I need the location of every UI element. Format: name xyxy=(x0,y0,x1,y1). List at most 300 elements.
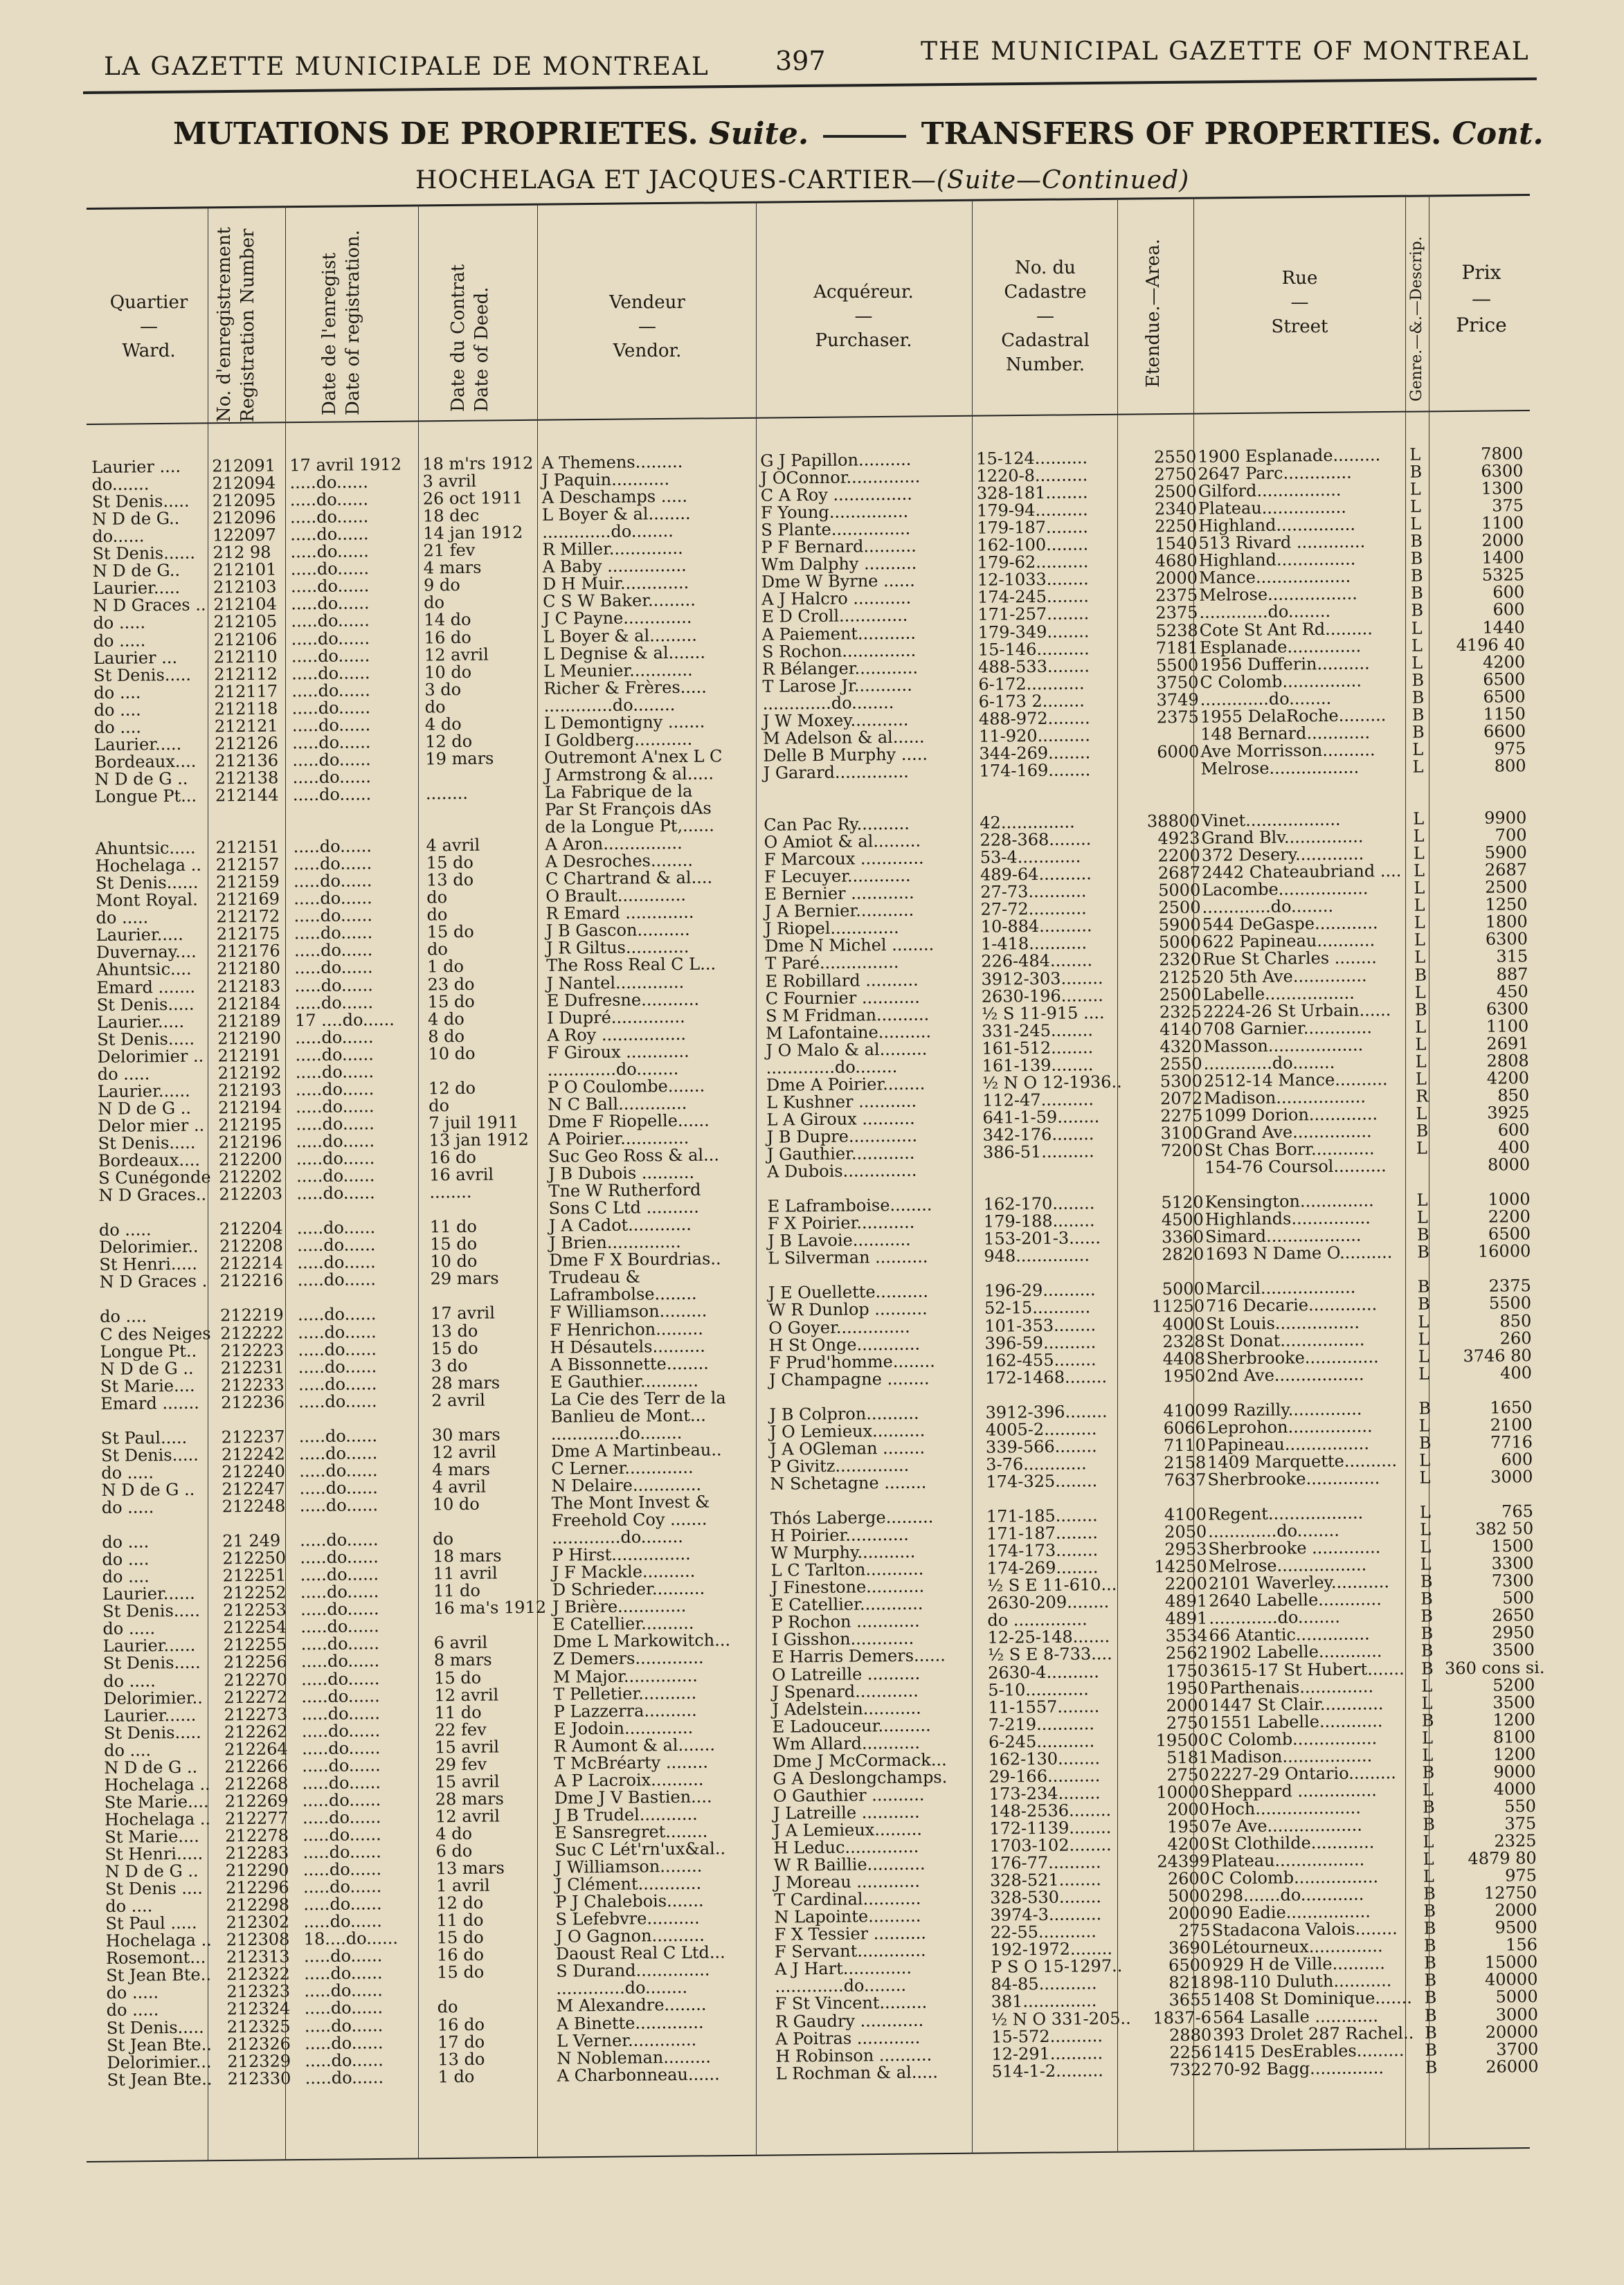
cell-rue: 393 Drolet 287 Rachel.. xyxy=(1213,2023,1414,2045)
cell-pri: 2100 xyxy=(1490,1414,1533,1435)
cell-gen: B xyxy=(1417,1294,1430,1315)
cell-gen: B xyxy=(1421,1710,1434,1731)
cell-dco: 17 avril xyxy=(430,1303,496,1324)
cell-acq: M Adelson & al...... xyxy=(763,727,925,748)
cell-gen: B xyxy=(1423,1935,1436,1956)
cell-den: .....do...... xyxy=(289,507,369,527)
cell-acq: Dme N Michel ........ xyxy=(764,934,935,957)
cell-dco: 8 do xyxy=(428,1026,465,1047)
cell-ward: do ..... xyxy=(97,1064,150,1084)
cell-acq: F X Tessier .......... xyxy=(774,1923,927,1944)
cell-den: .....do...... xyxy=(293,854,372,874)
cell-rue: 1415 DesErables......... xyxy=(1213,2040,1405,2062)
cell-ven: P J Chalebois....... xyxy=(555,1890,704,1912)
cell-ven: Tne W Rutherford xyxy=(548,1180,701,1201)
cell-gen: L xyxy=(1418,1364,1430,1384)
cell-gen: B xyxy=(1423,1901,1436,1921)
cell-ward: Hochelaga .. xyxy=(95,855,202,876)
cell-dco: 18 dec xyxy=(422,505,480,526)
cell-ext: 5000 xyxy=(1168,1886,1211,1906)
cell-rue: Esplanade.............. xyxy=(1199,636,1362,658)
cell-gen: L xyxy=(1419,1467,1431,1488)
cell-ext: 11250 xyxy=(1151,1297,1205,1317)
cell-pri: 2691 xyxy=(1486,1033,1529,1054)
cell-dco: 15 avril xyxy=(435,1771,500,1792)
col-header-reg-en: Registration Number xyxy=(237,228,258,422)
cell-den: .....do...... xyxy=(300,1564,379,1585)
cell-dco: do xyxy=(424,593,445,613)
cell-acq: M Lafontaine.......... xyxy=(766,1022,932,1043)
cell-pri: 975 xyxy=(1494,739,1526,759)
cell-ext: 2050 xyxy=(1164,1521,1207,1542)
cell-ven: T McBréarty ........ xyxy=(554,1752,709,1773)
cell-ven: J B Trudel........... xyxy=(554,1804,698,1825)
cell-ven: .............do........ xyxy=(543,694,676,716)
cell-cad: 948.............. xyxy=(984,1245,1090,1267)
cell-pri: 2650 xyxy=(1492,1605,1535,1626)
cell-den: .....do...... xyxy=(295,1061,375,1083)
cell-acq: J A OGleman ........ xyxy=(769,1438,926,1459)
cell-ward: Delorimier .. xyxy=(97,1046,204,1067)
cell-gen: B xyxy=(1422,1762,1435,1782)
cell-gen: B xyxy=(1411,601,1424,621)
cell-dco: 4 do xyxy=(435,1823,473,1844)
cell-den: .....do...... xyxy=(296,1148,375,1169)
cell-ven: I Dupré.............. xyxy=(546,1006,685,1028)
cell-dco: 6 do xyxy=(435,1841,473,1861)
cell-reg: 212308 xyxy=(226,1929,290,1950)
cell-den: .....do...... xyxy=(304,1963,383,1984)
cell-reg: 212266 xyxy=(224,1756,289,1777)
cell-dco: 3 do xyxy=(424,679,462,700)
cell-ven: J B Dubois .......... xyxy=(548,1162,695,1184)
cell-pri: 5000 xyxy=(1495,1987,1538,2007)
cell-cad: 514-1-2......... xyxy=(991,2060,1104,2081)
cell-acq: I Gisshon............ xyxy=(771,1629,914,1650)
cell-ext: 2500 xyxy=(1159,984,1202,1004)
cell-acq: F Prud'homme........ xyxy=(768,1351,935,1373)
cell-cad: ½ S 11-915 .... xyxy=(981,1002,1105,1024)
cell-reg: 212302 xyxy=(226,1912,290,1933)
cell-ward: Hochelaga .. xyxy=(105,1930,212,1951)
cell-gen: L xyxy=(1413,860,1425,880)
cell-reg: 212118 xyxy=(214,698,278,719)
cell-pri: 3500 xyxy=(1492,1692,1535,1713)
cell-ven: A Baby ............... xyxy=(542,556,687,577)
cell-reg: 212283 xyxy=(225,1843,289,1863)
cell-acq: .............do........ xyxy=(775,1976,907,1997)
cell-pri: 6500 xyxy=(1483,686,1526,707)
cell-pri: 2375 xyxy=(1488,1276,1531,1297)
cell-reg: 21 249 xyxy=(222,1530,281,1551)
cell-cad: 339-566........ xyxy=(985,1436,1097,1457)
col-header-dco-en: Date of Deed. xyxy=(471,287,492,412)
cell-ext: 7637 xyxy=(1164,1470,1207,1490)
cell-cad: 27-72........... xyxy=(980,898,1087,920)
cell-rue: .............do........ xyxy=(1200,688,1332,710)
col-header-rue-en: Street xyxy=(1271,316,1328,338)
cell-gen: B xyxy=(1411,670,1425,690)
cell-rue: 544 DeGaspe............ xyxy=(1202,913,1378,935)
cell-gen: B xyxy=(1411,687,1425,707)
cell-dco: ........ xyxy=(429,1182,472,1202)
cell-ext: 5300 xyxy=(1160,1071,1203,1092)
cell-den: .....do...... xyxy=(293,836,372,857)
cell-ext: 2375 xyxy=(1155,603,1198,623)
cell-ward: St Denis..... xyxy=(97,1029,195,1049)
cell-cad: 53-4............ xyxy=(980,847,1081,867)
cell-ext: 2750 xyxy=(1166,1764,1209,1785)
cell-acq: S Plante............... xyxy=(761,518,911,540)
cell-dco: 10 do xyxy=(432,1494,480,1515)
cell-ext: 2500 xyxy=(1154,481,1197,502)
cell-den: .....do...... xyxy=(296,1218,376,1238)
cell-gen: B xyxy=(1409,462,1423,482)
cell-pri: 6500 xyxy=(1483,669,1526,689)
cell-dco: 11 do xyxy=(429,1216,478,1237)
cell-cad: 42.............. xyxy=(980,812,1075,833)
cell-den: .....do...... xyxy=(303,1825,381,1845)
cell-ext: 5238 xyxy=(1155,620,1198,640)
cell-ext: 2340 xyxy=(1154,498,1198,519)
cell-pri: 4200 xyxy=(1482,651,1526,672)
cell-reg: 212103 xyxy=(213,577,277,597)
cell-ven: Richer & Frères..... xyxy=(543,677,707,698)
cell-pri: 1300 xyxy=(1481,478,1524,498)
cell-ven: de la Longue Pt,...... xyxy=(545,815,714,837)
cell-gen: L xyxy=(1419,1450,1431,1470)
cell-rue: Melrose................. xyxy=(1199,584,1357,606)
col-header-cad: No. du Cadastre — Cadastral Number. xyxy=(976,256,1115,377)
cell-den: .....do...... xyxy=(300,1582,379,1602)
cell-dco: 15 do xyxy=(430,1234,478,1254)
cell-pri: 700 xyxy=(1495,825,1527,845)
cell-ward: St Denis..... xyxy=(103,1722,201,1743)
cell-ven: M Alexandre........ xyxy=(556,1995,707,2016)
cell-reg: 212105 xyxy=(213,611,278,632)
cell-ward: Emard ....... xyxy=(96,977,196,997)
cell-ext: 4891 xyxy=(1165,1609,1208,1629)
cell-dco: do xyxy=(433,1529,454,1549)
cell-ext: 2125 xyxy=(1159,967,1202,987)
cell-ven: E Catellier.......... xyxy=(552,1614,694,1635)
cell-cad: 179-94.......... xyxy=(976,500,1088,521)
cell-dco: 17 do xyxy=(437,2032,485,2052)
cell-ven: The Mont Invest & xyxy=(551,1492,710,1513)
cell-ven: C Chartrand & al.... xyxy=(545,867,713,889)
cell-reg: 212176 xyxy=(216,941,280,961)
cell-den: .....do...... xyxy=(293,871,372,892)
cell-ward: Hochelaga .. xyxy=(104,1809,211,1830)
cell-ext: 2000 xyxy=(1155,568,1198,588)
cell-den: .....do...... xyxy=(303,1859,382,1880)
cell-dco: 22 fev xyxy=(434,1719,487,1740)
cell-dco: 12 do xyxy=(425,731,473,752)
cell-cad: 328-521........ xyxy=(989,1870,1101,1890)
cell-cad: 228-368........ xyxy=(980,829,1092,850)
cell-cad: 3912-396........ xyxy=(985,1401,1108,1423)
cell-ext: 3360 xyxy=(1161,1227,1205,1247)
cell-acq: J B Lavoie........... xyxy=(767,1230,911,1251)
cell-ven: Outremont A'nex L C xyxy=(544,746,723,768)
cell-acq: Delle B Murphy ..... xyxy=(763,744,928,766)
cell-ven: I Goldberg........... xyxy=(544,729,693,750)
cell-den: .....do...... xyxy=(289,489,369,510)
cell-ext: 2550 xyxy=(1160,1054,1202,1074)
cell-pri: 4196 40 xyxy=(1456,634,1526,655)
cell-pri: 9500 xyxy=(1495,1917,1537,1938)
cell-reg: 212193 xyxy=(217,1080,282,1101)
cell-pri: 7300 xyxy=(1491,1571,1535,1591)
cell-rue: C Colomb................ xyxy=(1209,1728,1378,1750)
cell-acq: P Rochon ............ xyxy=(771,1611,920,1633)
cell-pri: 7716 xyxy=(1490,1432,1533,1452)
cell-dco: do xyxy=(428,1096,450,1116)
cell-cad: 171-187........ xyxy=(986,1523,1099,1544)
cell-dco: 13 do xyxy=(437,2049,485,2069)
cell-gen: L xyxy=(1423,1866,1435,1886)
cell-den: .....do...... xyxy=(303,1946,383,1967)
cell-gen: L xyxy=(1413,809,1425,829)
cell-ven: R Emard ............. xyxy=(545,903,694,924)
cell-dco: 4 avril xyxy=(426,835,480,856)
cell-rue: .............do........ xyxy=(1208,1520,1339,1542)
cell-cad: 173-234........ xyxy=(989,1783,1101,1804)
cell-ext: 2600 xyxy=(1167,1868,1211,1889)
cell-cad: 162-130........ xyxy=(989,1748,1101,1769)
cell-pri: 156 xyxy=(1505,1935,1538,1955)
cell-gen: B xyxy=(1423,1814,1436,1834)
cell-acq: J Latreille ........... xyxy=(773,1802,920,1823)
cell-gen: B xyxy=(1422,1797,1435,1817)
cell-gen: L xyxy=(1418,1346,1429,1366)
cell-acq: E Catellier............ xyxy=(771,1593,923,1616)
cell-dco: 15 do xyxy=(427,991,475,1011)
cell-ven: J C Payne............. xyxy=(543,608,692,629)
cell-cad: 162-100........ xyxy=(977,534,1089,556)
cell-ward: Delorimier.. xyxy=(99,1236,199,1258)
cell-rue: .............do........ xyxy=(1199,602,1331,623)
cell-den: .....do...... xyxy=(292,767,372,788)
col-header-ven-en: Vendor. xyxy=(613,341,682,362)
cell-ven: J F Mackle.......... xyxy=(552,1561,696,1582)
cell-den: 17 avril 1912 xyxy=(289,454,402,476)
cell-den: .....do...... xyxy=(291,680,370,701)
cell-den: .....do...... xyxy=(298,1425,378,1447)
cell-den: .....do...... xyxy=(301,1737,381,1758)
cell-reg: 212216 xyxy=(219,1270,284,1291)
cell-dco: 16 do xyxy=(428,1147,477,1168)
cell-rue: 2442 Chateaubriand .... xyxy=(1201,861,1402,883)
cell-ext: 2750 xyxy=(1166,1713,1209,1733)
cell-gen: B xyxy=(1410,548,1423,569)
cell-reg: 212112 xyxy=(214,664,278,684)
cell-den: .....do...... xyxy=(298,1321,377,1342)
title-en-cont: Cont. xyxy=(1452,116,1544,152)
cell-reg: 212126 xyxy=(215,733,278,754)
cell-reg: 212269 xyxy=(224,1791,289,1812)
cell-ext: 6000 xyxy=(1157,741,1200,762)
cell-pri: 1100 xyxy=(1481,513,1524,533)
cell-den: .....do...... xyxy=(291,611,370,631)
cell-ext: 4100 xyxy=(1163,1400,1206,1421)
cell-rue: 372 Desery............. xyxy=(1201,844,1364,865)
cell-ven: J Brien.............. xyxy=(548,1232,681,1254)
cell-cad: 174-325........ xyxy=(986,1471,1098,1492)
cell-ext: 2200 xyxy=(1157,845,1200,866)
cell-den: .....do...... xyxy=(298,1339,377,1360)
cell-gen: B xyxy=(1420,1606,1434,1627)
cell-den: .....do...... xyxy=(302,1789,381,1811)
cell-ward: Laurier..... xyxy=(92,578,181,599)
cell-dco: 15 do xyxy=(426,852,473,873)
cell-cad: 1-418........... xyxy=(980,933,1088,955)
cell-pri: 975 xyxy=(1505,1866,1537,1886)
cell-ext: 2000 xyxy=(1168,1903,1211,1924)
cell-ext: 2750 xyxy=(1154,464,1197,485)
cell-cad: 29-166.......... xyxy=(989,1765,1101,1787)
cell-pri: 1150 xyxy=(1483,703,1526,724)
cell-den: .....do...... xyxy=(301,1703,381,1724)
cell-ext: 2000 xyxy=(1166,1799,1210,1820)
cell-gen: L xyxy=(1422,1780,1434,1800)
cell-cad: 196-29.......... xyxy=(984,1280,1096,1301)
cell-acq: J Adelstein........... xyxy=(772,1698,921,1719)
cell-acq: W R Dunlop .......... xyxy=(768,1299,928,1321)
cell-ven: La Fabrique de la xyxy=(544,781,693,802)
cell-gen: L xyxy=(1409,444,1421,464)
cell-rue: St Louis................ xyxy=(1206,1312,1360,1334)
cell-acq: J O Lemieux.......... xyxy=(769,1420,926,1442)
cell-ext: 4500 xyxy=(1161,1209,1204,1230)
cell-gen: B xyxy=(1411,722,1425,742)
cell-den: .....do...... xyxy=(300,1599,379,1620)
cell-acq: O Latreille .......... xyxy=(771,1663,921,1685)
cell-dco: 15 do xyxy=(434,1668,482,1688)
cell-rue: .............do........ xyxy=(1203,1052,1335,1074)
cell-ven: J O Gagnon.......... xyxy=(555,1925,705,1947)
cell-rue: 70-92 Bagg.............. xyxy=(1213,2057,1384,2079)
col-header-acq-fr: Acquéreur. xyxy=(813,282,914,302)
cell-dco: 3 avril xyxy=(422,471,477,491)
cell-ext: 5000 xyxy=(1162,1279,1205,1299)
cell-den: .....do...... xyxy=(300,1616,379,1637)
cell-acq: Can Pac Ry.......... xyxy=(764,813,910,835)
cell-cad: 172-1139........ xyxy=(989,1817,1112,1839)
cell-dco: 13 do xyxy=(431,1321,478,1341)
cell-cad: 344-269........ xyxy=(979,743,1091,764)
col-header-dco-fr: Date du Contrat xyxy=(448,264,469,412)
cell-ven: N C Ball............. xyxy=(548,1093,687,1114)
cell-ven: Banlieu de Mont... xyxy=(550,1405,706,1427)
cell-ward: Ahuntsic.... xyxy=(96,959,192,980)
col-header-den-en: Date of registration. xyxy=(342,230,363,415)
cell-ven: .............do........ xyxy=(547,1058,679,1080)
cell-acq: J Riopel............. xyxy=(764,918,899,939)
cell-dco: 10 do xyxy=(428,1043,476,1064)
cell-ven: L Boyer & al........ xyxy=(541,503,691,525)
cell-gen: B xyxy=(1424,2023,1437,2043)
cell-reg: 212194 xyxy=(218,1097,282,1118)
cell-ward: St Denis..... xyxy=(93,665,192,685)
cell-cad: 12-25-148....... xyxy=(987,1627,1110,1648)
cell-ext: 38800 xyxy=(1146,811,1200,831)
cell-den: .....do...... xyxy=(303,1894,382,1915)
cell-ext: 1950 xyxy=(1162,1366,1206,1386)
cell-gen: B xyxy=(1418,1398,1432,1418)
cell-reg: 212106 xyxy=(213,629,278,649)
cell-acq: H Leduc.............. xyxy=(773,1836,919,1858)
cell-rue: Plateau................. xyxy=(1211,1850,1365,1871)
cell-dco: 18 mars xyxy=(433,1546,502,1566)
cell-ext: 2550 xyxy=(1154,446,1197,467)
cell-rue: C Colomb............... xyxy=(1200,671,1362,692)
cell-pri: 600 xyxy=(1497,1120,1530,1140)
cell-acq: E Harris Demers...... xyxy=(771,1645,946,1668)
cell-den: .....do...... xyxy=(297,1235,376,1256)
cell-rue: St Chas Borr............ xyxy=(1204,1139,1375,1160)
cell-rue: Mance.................. xyxy=(1198,566,1351,588)
cell-ext: 4408 xyxy=(1162,1348,1205,1369)
cell-acq: G J Papillon.......... xyxy=(760,449,912,471)
cell-acq: H Robinson .......... xyxy=(775,2045,932,2066)
cell-reg: 212329 xyxy=(227,2051,291,2071)
cell-dco: 30 mars xyxy=(431,1425,500,1445)
cell-rue: 1447 St Clair............ xyxy=(1209,1693,1384,1715)
cell-ext: 4320 xyxy=(1160,1036,1202,1056)
cell-ven: D Schrieder.......... xyxy=(552,1578,705,1600)
cell-ext: 3749 xyxy=(1156,689,1199,710)
cell-pri: 400 xyxy=(1497,1137,1530,1157)
cell-acq: A J Hart............. xyxy=(775,1958,912,1980)
cell-ven: .............do........ xyxy=(552,1527,683,1548)
cell-ext: 2000 xyxy=(1166,1695,1209,1715)
cell-reg: 212200 xyxy=(218,1149,282,1170)
cell-ward: do .... xyxy=(99,1306,147,1327)
cell-ext: 7110 xyxy=(1163,1435,1207,1456)
cell-reg: 212190 xyxy=(217,1028,282,1049)
cell-reg: 212117 xyxy=(214,681,278,702)
cell-gen: B xyxy=(1410,531,1423,552)
cell-den: .....do...... xyxy=(300,1634,380,1654)
cell-ven: A P Lacroix.......... xyxy=(554,1769,704,1791)
cell-acq: F St Vincent......... xyxy=(775,1993,928,2014)
cell-acq: J B Dupre............. xyxy=(766,1126,918,1147)
cell-cad: 10-884.......... xyxy=(980,916,1092,937)
cell-gen: L xyxy=(1411,635,1423,656)
cell-dco: 11 do xyxy=(433,1581,481,1601)
cell-den: .....do...... xyxy=(295,1044,374,1065)
cell-gen: L xyxy=(1410,514,1422,534)
cell-reg: 212208 xyxy=(219,1236,283,1256)
cell-acq: S M Fridman.......... xyxy=(765,1004,930,1026)
cell-ward: St Henri..... xyxy=(105,1843,204,1864)
cell-rue: Parthenais.............. xyxy=(1209,1676,1374,1698)
cell-cad: 22-55........... xyxy=(990,1922,1097,1942)
cell-den: .....do...... xyxy=(296,1166,375,1186)
col-header-rue: Rue — Street xyxy=(1198,267,1402,339)
cell-rue: 1900 Esplanade......... xyxy=(1198,445,1381,467)
cell-dco: do xyxy=(424,696,446,717)
cell-rue: 2101 Waverley........... xyxy=(1208,1572,1390,1593)
cell-den: 17 ....do...... xyxy=(294,1009,395,1030)
cell-den: .....do...... xyxy=(300,1547,379,1568)
cell-ext: 2562 xyxy=(1165,1643,1208,1663)
cell-pri: 8000 xyxy=(1487,1155,1531,1175)
cell-den: .....do...... xyxy=(295,1027,374,1047)
cell-ward: St Marie.... xyxy=(100,1375,195,1396)
cell-reg: 212191 xyxy=(217,1045,282,1066)
